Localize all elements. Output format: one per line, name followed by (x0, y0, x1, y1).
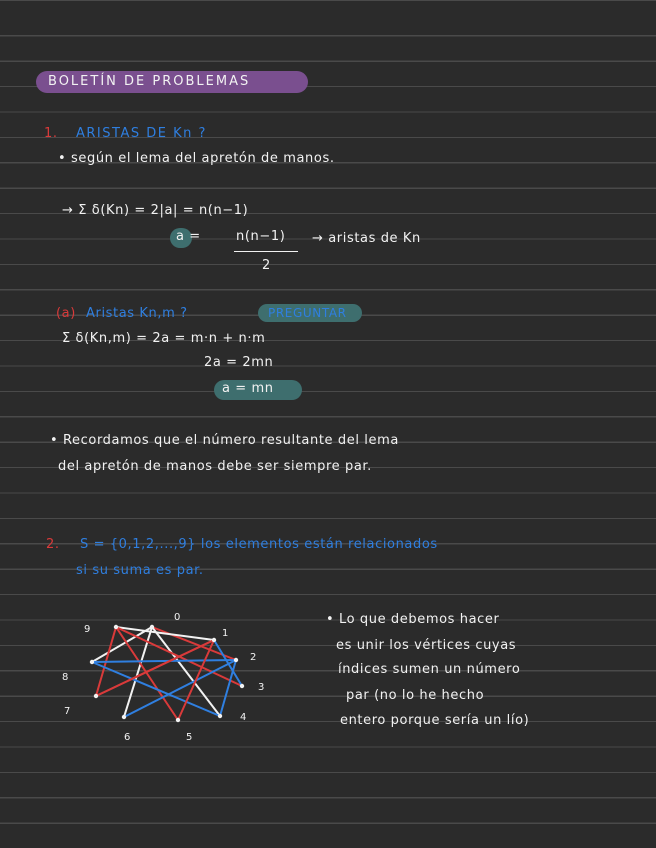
problem1-heading: ARISTAS DE Kn ? (76, 126, 207, 141)
subproblem-label: (a) (56, 306, 76, 321)
vertex-label: 1 (222, 628, 229, 639)
graph-edge (92, 660, 236, 662)
vertex-label: 8 (62, 672, 69, 683)
vertex-label: 0 (174, 612, 181, 623)
explain-line-4: par (no lo he hecho (346, 688, 485, 703)
graph-vertex (150, 625, 154, 629)
problem1-bullet: • según el lema del apretón de manos. (58, 151, 335, 166)
graph-vertex (234, 658, 238, 662)
note-line-1: • Recordamos que el número resultante del lema (50, 433, 399, 448)
problem2-number: 2. (46, 537, 60, 552)
problem1-number: 1. (44, 126, 58, 141)
graph-edge (178, 640, 214, 720)
equation-a-rhs: → aristas de Kn (312, 231, 421, 246)
graph-vertex (240, 684, 244, 688)
graph-vertex (176, 718, 180, 722)
subproblem-heading: Aristas Kn,m ? (86, 306, 188, 321)
vertex-label: 7 (64, 706, 71, 717)
equation-a-denominator: 2 (262, 258, 271, 273)
equation-a-numerator: n(n−1) (236, 229, 286, 244)
problem2-heading-1: S = {0,1,2,...,9} los elementos están relacionados (80, 537, 438, 552)
explain-line-3: índices sumen un número (338, 662, 521, 677)
graph-edge (220, 660, 236, 716)
vertex-label: 9 (84, 624, 91, 635)
equation-2a: 2a = 2mn (204, 355, 274, 370)
vertex-label: 2 (250, 652, 257, 663)
graph-vertex (94, 694, 98, 698)
page-title: BOLETÍN DE PROBLEMAS (48, 74, 251, 89)
vertex-label: 4 (240, 712, 247, 723)
graph-vertex (212, 638, 216, 642)
graph-vertex (218, 714, 222, 718)
ask-tag: PREGUNTAR (268, 306, 347, 320)
graph-vertex (90, 660, 94, 664)
equation-bipartite-sum: Σ δ(Kn,m) = 2a = m·n + n·m (62, 331, 266, 346)
graph-vertex (122, 715, 126, 719)
equation-a-lhs: a = (176, 229, 201, 244)
problem2-heading-2: si su suma es par. (76, 563, 204, 578)
equation-result: a = mn (222, 381, 274, 396)
note-line-2: del apretón de manos debe ser siempre par. (58, 459, 372, 474)
graph-edge (124, 660, 236, 717)
graph-vertex (114, 625, 118, 629)
vertex-label: 5 (186, 732, 193, 743)
explain-line-2: es unir los vértices cuyas (336, 638, 517, 653)
vertex-label: 6 (124, 732, 131, 743)
explain-line-1: • Lo que debemos hacer (326, 612, 500, 627)
explain-line-5: entero porque sería un lío) (340, 713, 530, 728)
equation-degree-sum: → Σ δ(Kn) = 2|a| = n(n−1) (62, 203, 249, 218)
vertex-label: 3 (258, 682, 265, 693)
